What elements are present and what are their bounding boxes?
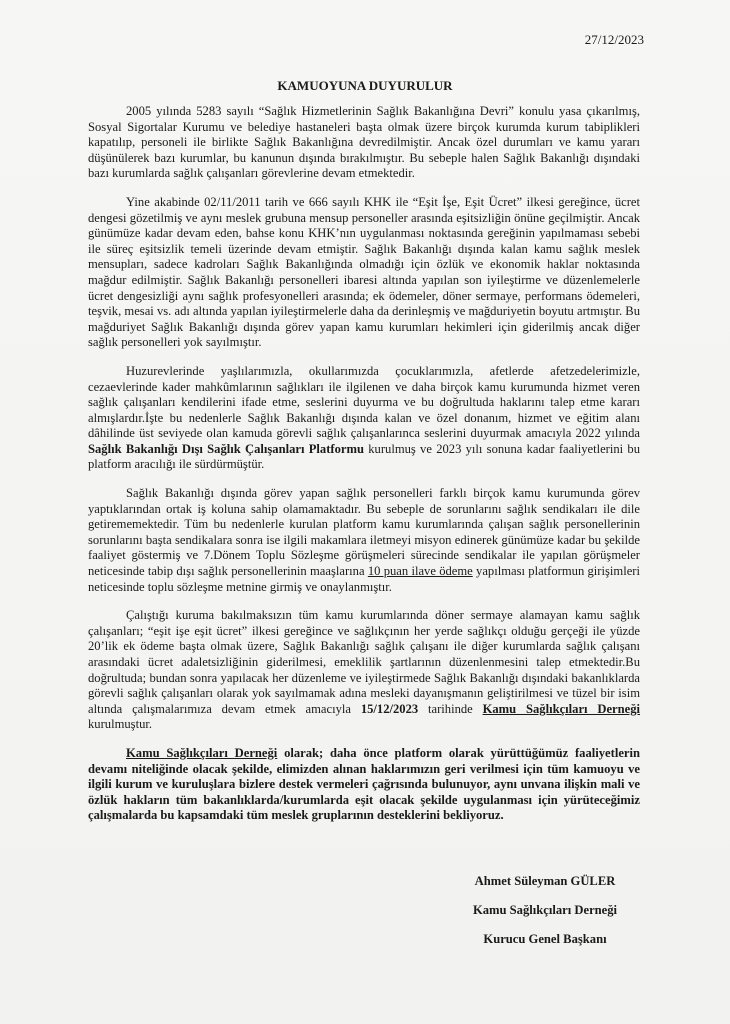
- association-name-2: Kamu Sağlıkçıları Derneği: [126, 745, 278, 760]
- paragraph-3-text-end: kurulmuş ve 2023 yılı sonuna kadar faaliyetlerini bu platform aracılığı ile sürdürmüştür.: [88, 441, 640, 472]
- paragraph-5-text-mid: tarihinde: [428, 701, 473, 716]
- paragraph-5: [88, 608, 640, 733]
- paragraph-1: 2005 yılında 5283 sayılı “Sağlık Hizmetlerinin Sağlık Bakanlığına Devri” konulu yasa çıkarılmış, Sosyal Sigortalar Kurumu ve belediye hastaneleri başta olmak üzere birçok kurumda kurum tabiplikleri kapatılıp, personeli ile birlikte Sağlık Bakanlığına devredilmiştir. Ancak özel durumları ve kamu yararı düşünülerek bazı kurumlar, bu kanunun dışında bırakılmıştır. Bu sebeple halen Sağlık Bakanlığı dışındaki bazı kurumlarda sağlık çalışanları görevlerine devam etmektedir.: [88, 104, 640, 181]
- document-date: 27/12/2023: [584, 32, 644, 47]
- document-body: [88, 104, 640, 837]
- platform-name: Sağlık Bakanlığı Dışı Sağlık Çalışanları Platformu: [88, 441, 364, 456]
- paragraph-3-text: Huzurevlerinde yaşlılarımızla, okullarımızda çocuklarımızla, afetlerde afetzedelerimizle, cezaevlerinde kader mahkûmlarının sağlıkları ile ilgilenen ve daha birçok kamu kurumunda hizmet veren sağlık çalışanları kendilerini ifade etme, seslerini duyurma ve bu doğrultuda haklarını talep etme kararı almışlardır.İşte bu nedenlerle Sağlık Bakanlığı dışında kalan ve özel donanım, hizmet ve eğitim alanı dâhilinde üst seviyede olan kamuda görevli sağlık çalışanlarınca seslerini duyurmak amacıyla 2022 yılında: [88, 363, 640, 441]
- extra-payment-highlight: 10 puan ilave ödeme: [367, 564, 473, 579]
- signature-block: [420, 874, 670, 961]
- signatory-name: Ahmet Süleyman GÜLER: [474, 874, 616, 888]
- paragraph-4: [88, 486, 640, 595]
- paragraph-5-text: Çalıştığı kuruma bakılmaksızın tüm kamu kurumlarında döner sermaye alamayan kamu sağlık çalışanları; “eşit işe eşit ücret” ilkesi gereğince ve sağlıkçının her yerde sağlıkçı olduğu gerçeği ile yüzde 20’lik ek ödeme başta olmak üzere, Sağlık Bakanlığı sağlık çalışanı ile diğer kurumlarda sağlık çalışanı arasındaki ücret adaletsizliğinin giderilmesi, emeklilik şartlarının düzenlenmesini talep etmektedir.Bu doğrultuda; bundan sonra yapılacak her düzenleme ve iyileştirmede Sağlık Bakanlığı dışındaki bakanlıklarda görevli sağlık çalışanları olarak yok sayılmamak adına mesleki dayanışmanın geliştirilmesi ve tüzel bir isim altında çalışmalarımıza devam etmek amacıyla: [88, 608, 640, 716]
- paragraph-4-text-end: yapılması platformun girişimleri neticesinde toplu sözleşme metnine girmiş ve onaylanmıştır.: [88, 564, 640, 594]
- signatory-organization: Kamu Sağlıkçıları Derneği: [472, 903, 618, 917]
- paragraph-6: [88, 746, 640, 824]
- paragraph-6-text: olarak; daha önce platform olarak yürüttüğümüz faaliyetlerin devamı niteliğinde olacak şekilde, elimizden alınan haklarımızın geri verilmesi için tüm kamuoyu ve ilgili kurum ve kuruluşlara bizlere destek vermeleri çağrısında bulunuyor, aynı unvana ilişkin mali ve özlük hakların tüm bakanlıklarda/kurumlarda eşit olacak şekilde uygulanması için yürüteceğimiz çalışmalarda bu kapsamdaki tüm meslek gruplarının desteklerini bekliyoruz.: [88, 745, 641, 823]
- association-name: Kamu Sağlıkçıları Derneği: [482, 701, 641, 716]
- signatory-role: Kurucu Genel Başkanı: [483, 932, 607, 946]
- founding-date: 15/12/2023: [360, 701, 419, 716]
- document-title: KAMUOYUNA DUYURULUR: [277, 78, 453, 93]
- paragraph-2: Yine akabinde 02/11/2011 tarih ve 666 sayılı KHK ile “Eşit İşe, Eşit Ücret” ilkesi gereğince, ücret dengesi gözetilmiş ve aynı meslek grubuna mensup personeller arasında eşitsizliğin önüne geçilmiştir. Ancak günümüze kadar devam eden, bahse konu KHK’nın uygulanması noktasında gereğinin yapılmaması sebebi ile süreç eşitsizlik temeli üzerinde devam etmiştir. Sağlık Bakanlığı dışında kalan kamu sağlık meslek mensupları, sadece kadroları Sağlık Bakanlığında olmadığı için özlük ve ekonomik haklar noktasında mağdur edilmiştir. Sağlık Bakanlığı personelleri ibaresi altında yapılan son iyileştirme ve düzenlemelerle ücret dengesizliği aynı sağlık profesyonelleri arasında; ek ödemeler, döner sermaye, performans ödemeleri, teşvik, mesai vs. adı altında yapılan iyileştirmelerle daha da derinleşmiş ve mağduriyetin boyutu artmıştır. Bu mağduriyet Sağlık Bakanlığı dışında görev yapan kamu kurumları hekimleri için giderilmiş ancak diğer sağlık personelleri yok sayılmıştır.: [88, 194, 640, 350]
- paragraph-4-text: Sağlık Bakanlığı dışında görev yapan sağlık personelleri farklı birçok kamu kurumunda görev yaptıklarından ortak iş koluna sahip olamamaktadır. Bu sebeple de sorunlarını sağlık sendikaları ile dile getirememektedir. Tüm bu nedenlerle kurulan platform kamu kurumlarında çalışan sağlık personellerinin sorunlarını başta sendikalara sonra ise ilgili makamlara iletmeyi misyon edinerek günümüze kadar bu şekilde faaliyet göstermiş ve 7.Dönem Toplu Sözleşme görüşmeleri sürecinde sendikalar ile yapılan görüşmeler neticesinde tabip dışı sağlık personellerinin maaşlarına: [88, 486, 640, 579]
- paragraph-5-text-end: kurulmuştur.: [88, 717, 153, 732]
- paragraph-3: [88, 364, 640, 473]
